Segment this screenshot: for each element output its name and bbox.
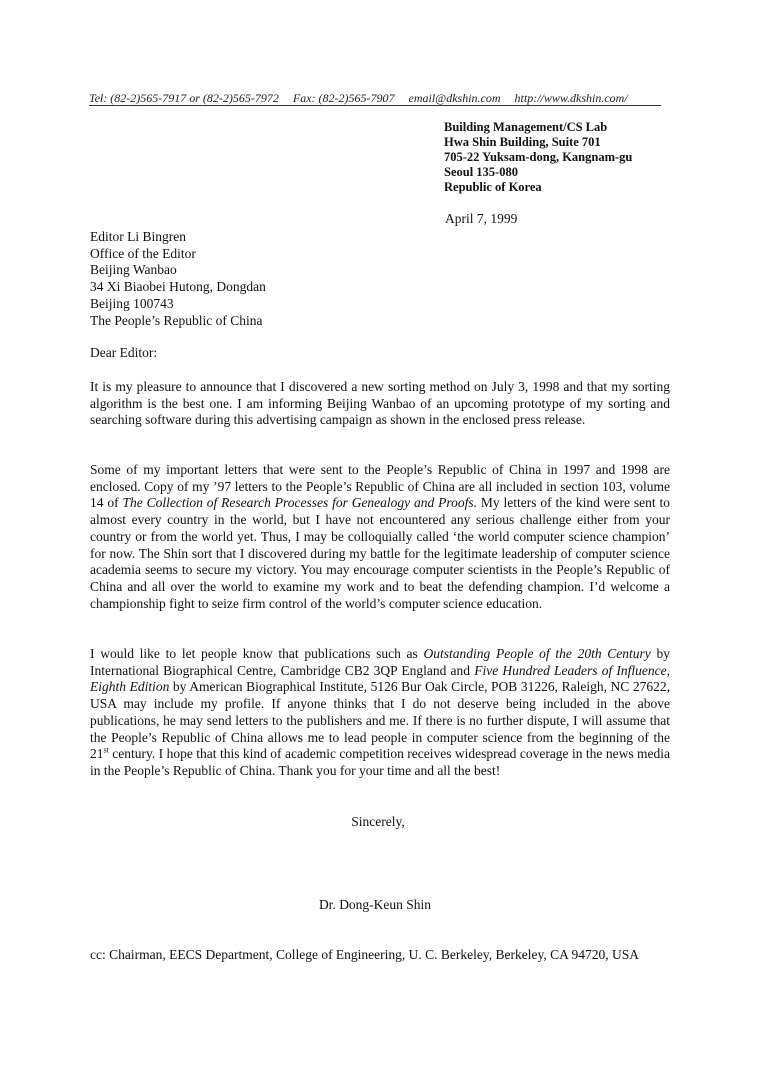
body-paragraph-1: It is my pleasure to announce that I discovered a new sorting method on July 3, 1998 and that my sorting algorithm is the best one. I am informing Beijing Wanbao of an upcoming prototype of my sorting and searching software during this advertising campaign as shown in the enclosed press release. [90,379,670,428]
paragraph-text: by International Biographical Centre, Cambridge CB2 3QP England and [90,646,670,678]
publication-title: Outstanding People of the 20th Century [423,646,651,661]
signature: Dr. Dong-Keun Shin [318,897,432,912]
sender-address-line: Seoul 135-080 [444,165,518,179]
recipient-address-line: The People’s Republic of China [90,312,263,328]
cc-line: cc: Chairman, EECS Department, College of Engineering, U. C. Berkeley, Berkeley, CA 94720, USA [90,947,640,962]
sender-address-line: Hwa Shin Building, Suite 701 [444,135,601,149]
letterhead-contact-line [89,91,661,106]
letterhead-fax: Fax: (82-2)565-7907 [292,91,395,105]
letter-date: April 7, 1999 [445,211,518,226]
sender-address [444,120,632,195]
letterhead-url[interactable]: http://www.dkshin.com/ [514,91,628,105]
letterhead-email[interactable]: email@dkshin.com [408,91,501,105]
body-paragraph-2 [90,462,670,612]
paragraph-text: by American Biographical Institute, 5126 Bur Oak Circle, POB 31226, Raleigh, NC 27622, USA may include my profile. If anyone thinks that I do not deserve being included in the above publications, he may send letters to the publishers and me. If there is no further dispute, I will assume that the People’s Republic of China allows me to lead people in computer science from the beginning of the 21 [90,679,671,762]
ordinal-superscript: st [103,745,109,755]
publication-edition: Eighth Edition [90,679,170,695]
paragraph-text: Some of my important letters that were sent to the People’s Republic of China in 1997 and 1998 are enclosed. Copy of my ’97 letters to the People’s Republic of China are all included in section 103, volume 14 of [90,462,670,511]
publication-title: Five Hundred Leaders of Influence [474,662,667,678]
sender-address-line: Republic of Korea [444,180,542,194]
paragraph-text: century. I hope that this kind of academic competition receives widespread coverage in the news media in the People’s Republic of China. Thank you for your time and all the best! [90,746,670,778]
recipient-address-line: Editor Li Bingren [90,229,186,244]
paragraph-text: My letters of the kind were sent to almost every country in the world, but I have not encountered any serious challenge either from your country or from the world yet. Thus, I may be colloquially called ‘the world computer science champion’ for now. The Shin sort that I discovered during my battle for the legitimate leadership of computer science academia seems to secure my victory. You may encourage computer scientists in the People’s Republic of China and all over the world to examine my work and to beat the defending champion. I’d welcome a championship fight to seize firm control of the world’s computer science education. [90,495,670,611]
paragraph-text: I would like to let people know that publications such as [90,646,424,661]
recipient-address-line: Beijing Wanbao [90,262,177,278]
sender-address-line: 705-22 Yuksam-dong, Kangnam-gu [444,150,633,164]
letterhead-tel: Tel: (82-2)565-7917 or (82-2)565-7972 [89,91,279,105]
recipient-address-line: Office of the Editor [90,245,196,261]
salutation: Dear Editor: [90,345,158,360]
sender-address-line: Building Management/CS Lab [444,120,608,134]
recipient-address [90,229,266,329]
recipient-address-line: 34 Xi Biaobei Hutong, Dongdan [90,279,266,295]
paragraph-text: , [666,662,670,678]
closing: Sincerely, [351,814,405,829]
body-paragraph-3 [90,646,670,780]
publication-title: The Collection of Research Processes for Genealogy and Proofs. [122,495,478,511]
recipient-address-line: Beijing 100743 [90,295,174,311]
